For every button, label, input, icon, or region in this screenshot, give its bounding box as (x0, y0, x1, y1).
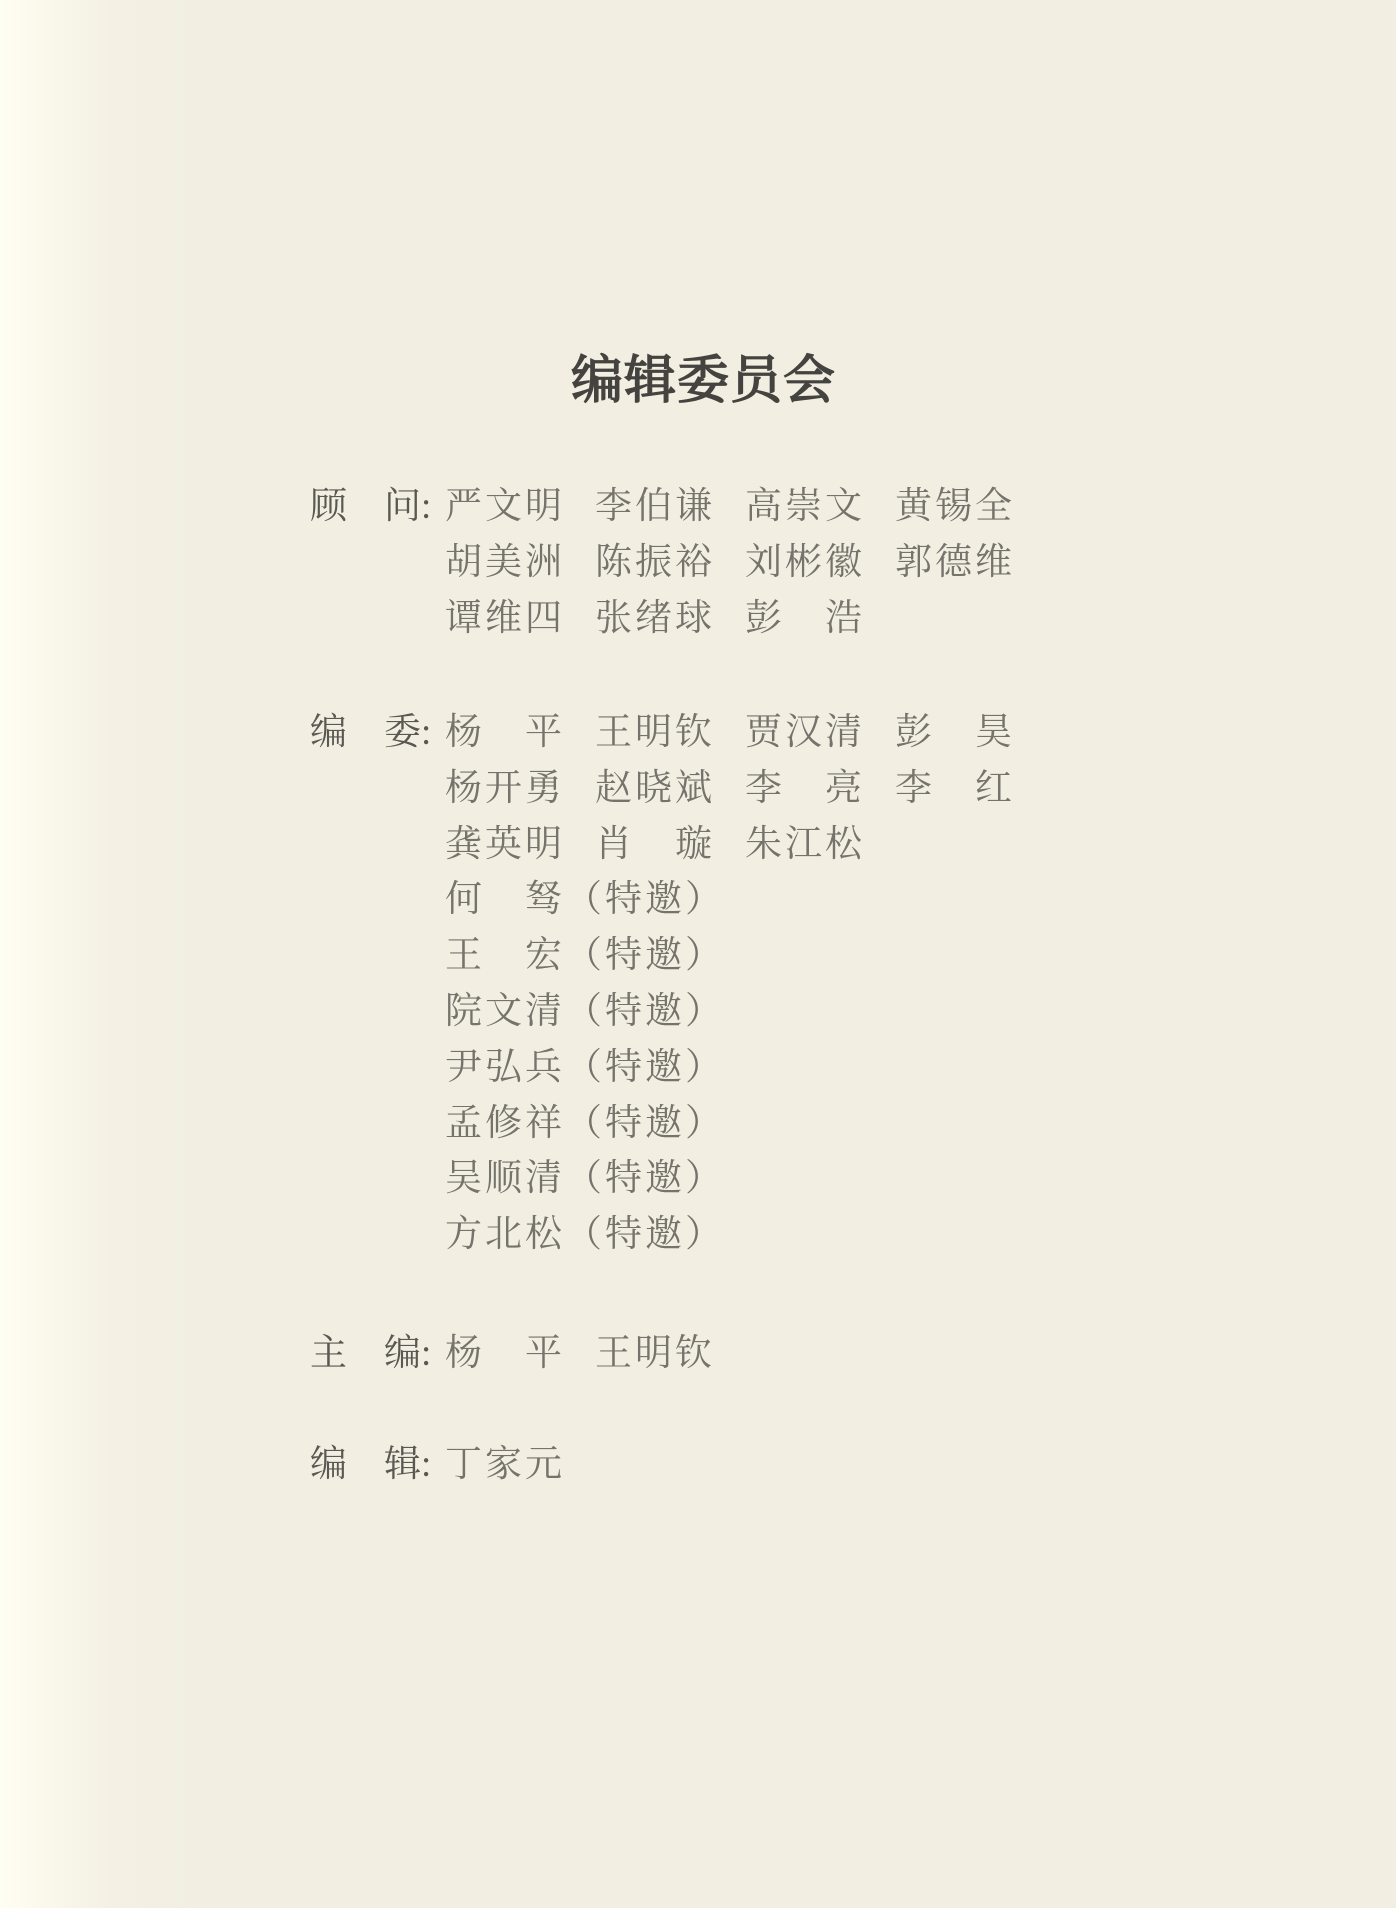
section-editor (310, 1437, 595, 1493)
name-item: 杨 平 (445, 712, 565, 753)
name-row (445, 928, 1045, 984)
name-row (445, 1040, 1045, 1096)
name-item: 王 宏（特邀） (445, 935, 725, 977)
name-row (445, 1096, 1045, 1152)
name-item: 黄锡全 (895, 486, 1015, 527)
section-rows (445, 705, 1045, 1263)
section-label: 顾 问: (310, 486, 432, 527)
section-label: 主 编: (310, 1333, 432, 1374)
name-item: 吴顺清（特邀） (445, 1158, 725, 1200)
name-item: 院文清（特邀） (445, 990, 725, 1032)
name-item: 彭 浩 (745, 597, 865, 639)
name-item: 丁家元 (445, 1444, 565, 1485)
name-item: 王明钦 (595, 1333, 715, 1374)
name-item: 王明钦 (595, 712, 715, 753)
name-row (445, 761, 1045, 817)
name-item: 杨 平 (445, 1333, 565, 1374)
section-rows (445, 1326, 745, 1382)
name-row (445, 1151, 1045, 1207)
section-label: 编 辑: (310, 1444, 432, 1485)
name-item: 肖 璇 (595, 823, 715, 865)
section-editorial-board (310, 705, 1045, 1263)
name-item: 严文明 (445, 486, 565, 527)
name-item: 方北松（特邀） (445, 1214, 725, 1256)
name-item: 杨开勇 (445, 767, 565, 809)
name-item: 孟修祥（特邀） (445, 1102, 725, 1144)
name-item: 刘彬徽 (745, 541, 865, 583)
name-item: 李 红 (895, 767, 1015, 809)
name-row (445, 705, 1045, 761)
name-item: 谭维四 (445, 597, 565, 639)
name-row (445, 591, 1045, 647)
name-row (445, 479, 1045, 535)
name-item: 陈振裕 (595, 541, 715, 583)
name-row (445, 984, 1045, 1040)
name-row (445, 817, 1045, 873)
name-item: 郭德维 (895, 541, 1015, 583)
name-item: 张绪球 (595, 597, 715, 639)
section-label: 编 委: (310, 712, 432, 753)
name-item: 龚英明 (445, 823, 565, 865)
name-item: 胡美洲 (445, 541, 565, 583)
name-item: 彭 昊 (895, 712, 1015, 753)
name-item: 李伯谦 (595, 486, 715, 527)
name-item: 赵晓斌 (595, 767, 715, 809)
name-item: 何 驽（特邀） (445, 879, 725, 921)
name-item: 尹弘兵（特邀） (445, 1046, 725, 1088)
section-rows (445, 479, 1045, 646)
name-item: 高崇文 (745, 486, 865, 527)
name-row (445, 535, 1045, 591)
section-advisors (310, 479, 1045, 646)
name-item: 贾汉清 (745, 712, 865, 753)
name-row (445, 872, 1045, 928)
name-row (445, 1437, 595, 1493)
page-title: 编辑委员会 (571, 353, 837, 410)
name-row (445, 1326, 745, 1382)
section-rows (445, 1437, 595, 1493)
name-item: 朱江松 (745, 823, 865, 865)
name-row (445, 1207, 1045, 1263)
section-chief-editors (310, 1326, 745, 1382)
name-item: 李 亮 (745, 767, 865, 809)
